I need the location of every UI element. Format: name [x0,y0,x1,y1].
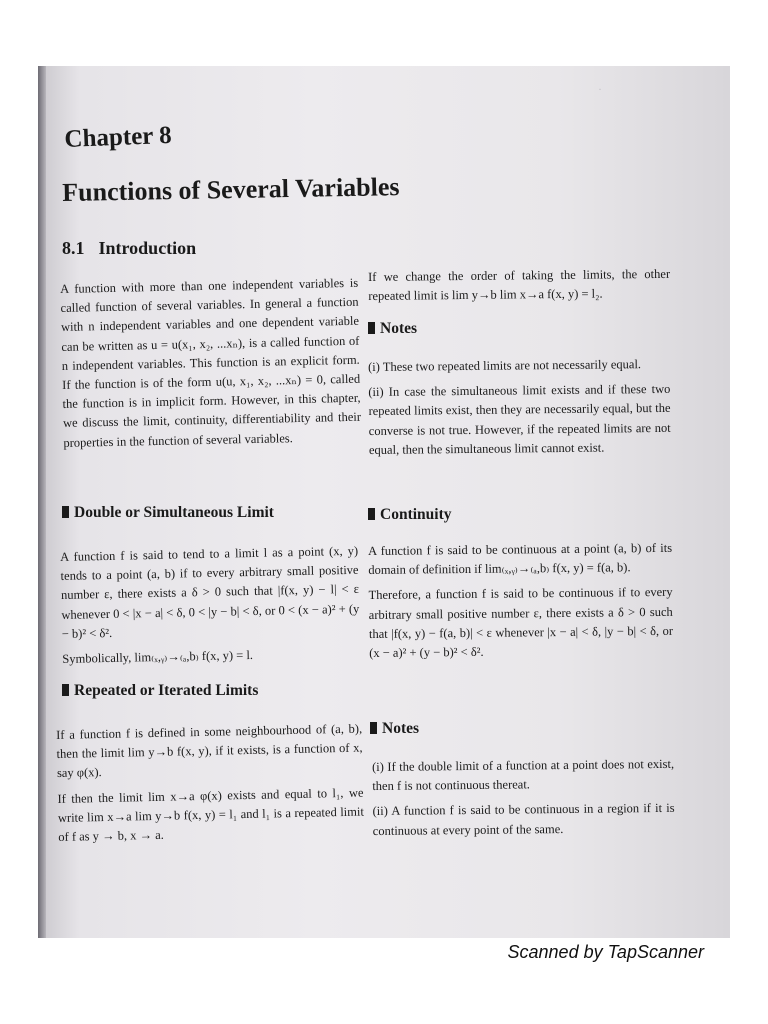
continuity-text: A function f is said to be continuous at a point (a, b) of its domain of definition if lim₍ₓ,ᵧ₎→₍ₐ,b₎ f(x, y) = f(a, b). [368,540,673,578]
note-1-i: (i) These two repeated limits are not necessarily equal. [368,357,642,374]
square-bullet-icon [368,508,375,520]
double-limit-text: A function f is said to tend to a limit l as a point (x, y) tends to a point (a, b) if to every arbitrary small positive number ε, there exists a δ > 0 such that |f(x, y) − l| < ε whenever 0 < |x − a| < δ, 0 < |y − b| < δ, or 0 < (x − a)² + (y − b)² < δ². [60,543,360,641]
notes-heading-2: Notes [370,720,419,738]
section-heading [62,238,196,259]
notes-heading-1: Notes [368,320,417,338]
square-bullet-icon [368,322,375,334]
order-paragraph [368,265,670,313]
note-1-ii: (ii) In case the simultaneous limit exists and if these two repeated limits exist, then they are necessarily equal, but the converse is not true. However, if the repeated limits are not equal, then the simultaneous limit cannot exist. [368,382,671,457]
intro-text: A function with more than one independent variables is called function of several variables. In general a function with n independent variables and one dependent variable can be written as u = u(x₁, x₂, ...xₙ), is a called function of n independent variables. This function is an explicit form. If the function is of the form u(u, x₁, x₂, ...xₙ) = 0, called the function is in implicit form. However, in this chapter, we discuss the limit, continuity, differentiability and their properties in the function of several variables. [60,275,362,450]
continuity-heading: Continuity [368,506,452,524]
section-number: 8.1 [62,238,85,258]
note-2-i: (i) If the double limit of a function at a point does not exist, then f is not continuous thereat. [372,756,675,794]
continuity-block [368,539,673,669]
repeated-limits-heading: Repeated or Iterated Limits [62,682,258,700]
double-limit-block [60,542,361,675]
intro-paragraph [60,274,362,459]
section-title: Introduction [98,238,197,258]
repeated-limits-block [56,720,365,854]
square-bullet-icon [62,506,69,518]
notes-block-1 [368,355,671,466]
repeated-limits-text-2: If then the limit lim x→a φ(x) exists and equal to l₁, we write lim x→a lim y→b f(x, y) = l₁ and l₁ is a repeated limit of f as y → b, x → a. [57,785,365,844]
book-page: · [38,66,730,938]
double-limit-heading: Double or Simultaneous Limit [62,504,274,522]
square-bullet-icon [62,684,69,696]
note-2-ii: (ii) A function f is said to be continuous in a region if it is continuous at every point of the same. [372,801,675,838]
double-limit-symbolic: Symbolically, lim₍ₓ,ᵧ₎→₍ₐ,b₎ f(x, y) = l. [62,647,254,666]
continuity-text-2: Therefore, a function f is said to be continuous if to every arbitrary small positive number ε, there exists a δ > 0 such that |f(x, y) − f(a, b)| < ε whenever |x − a| < δ, |y − b| < δ, or (x − a)² + (y − b)² < δ². [368,585,674,661]
chapter-label: Chapter 8 [64,121,173,153]
chapter-title: Functions of Several Variables [62,172,400,207]
scanner-watermark: Scanned by TapScanner [507,942,704,962]
order-text: If we change the order of taking the limits, the other repeated limit is lim y→b lim x→a f(x, y) = l₂. [368,266,671,304]
notes-block-2 [372,755,675,847]
repeated-limits-text: If a function f is defined in some neighbourhood of (a, b), then the limit lim y→b f(x, y), if it exists, is a function of x, say φ(x). [56,721,363,781]
square-bullet-icon [370,722,377,734]
